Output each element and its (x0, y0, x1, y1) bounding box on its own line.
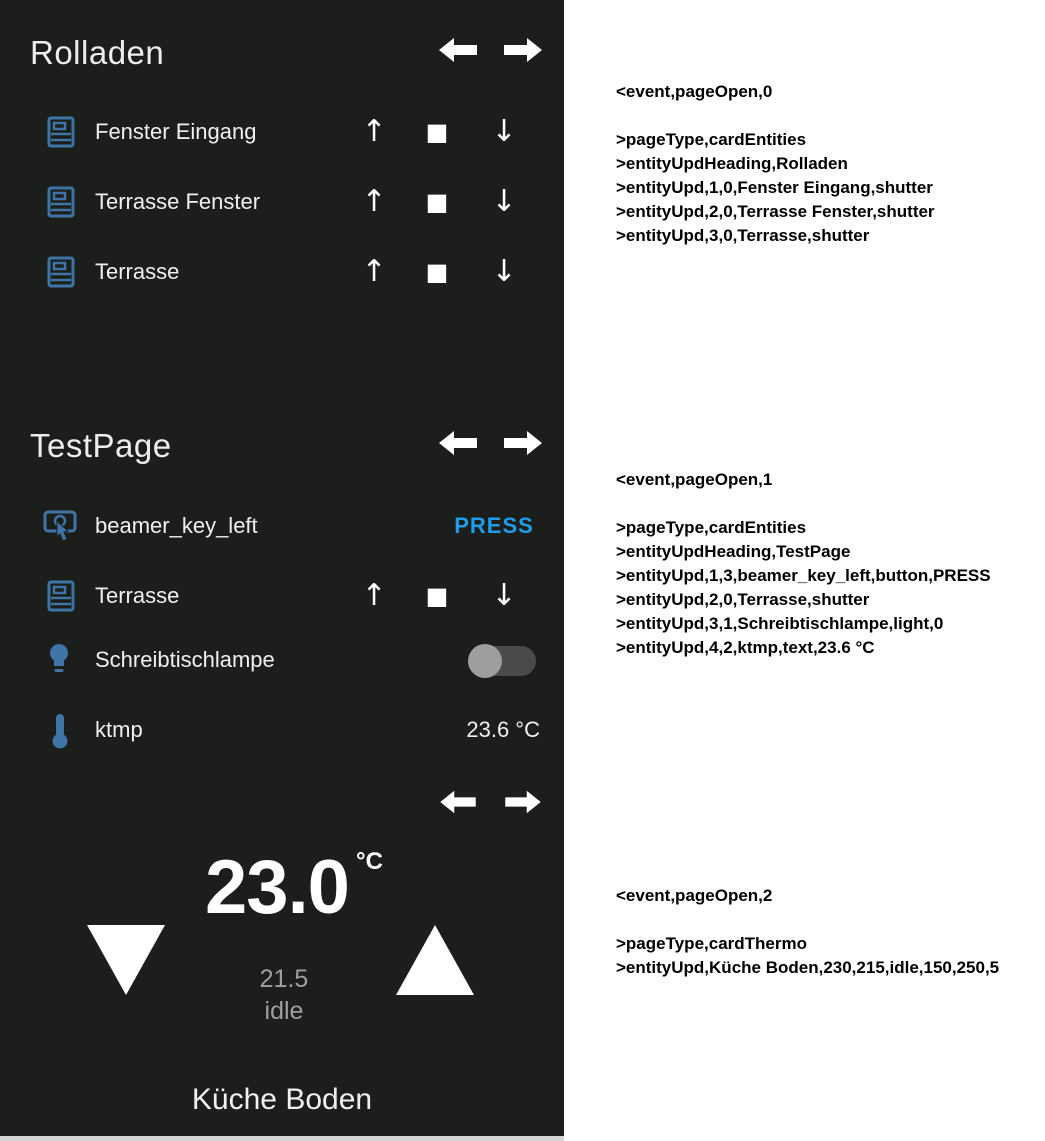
shutter-up-button[interactable]: ↑ (356, 112, 392, 152)
entity-row-terrasse-fenster (0, 182, 564, 222)
log-event-line: <event,pageOpen,2 (616, 886, 773, 905)
shutter-stop-button[interactable]: ■ (419, 182, 455, 222)
shutter-down-button[interactable]: ↓ (486, 112, 522, 152)
shutter-up-button[interactable]: ↑ (356, 252, 392, 292)
arrow-right-icon (504, 35, 542, 68)
thermometer-icon (52, 713, 68, 754)
entity-row-ktmp (0, 710, 564, 750)
log-line: >entityUpd,4,2,ktmp,text,23.6 °C (616, 638, 875, 657)
page-title-rolladen: Rolladen (30, 34, 165, 71)
log-line: >pageType,cardEntities (616, 130, 807, 149)
log-line: >entityUpd,2,0,Terrasse,shutter (616, 590, 870, 609)
log-line: >entityUpd,3,0,Terrasse,shutter (616, 226, 870, 245)
nav-next-button[interactable] (503, 35, 543, 67)
temp-up-button[interactable] (396, 925, 474, 995)
thermostat-title: Küche Boden (191, 1083, 373, 1116)
thermostat-state: idle (264, 997, 304, 1025)
log-line: >entityUpd,1,0,Fenster Eingang,shutter (616, 178, 933, 197)
log-gap (616, 104, 1041, 128)
log-gap (616, 908, 1041, 932)
entity-row-schreibtischlampe (0, 640, 564, 680)
arrow-left-icon (439, 35, 477, 68)
shutter-icon (46, 186, 76, 223)
shutter-up-button[interactable]: ↑ (356, 576, 392, 616)
entity-label: Terrasse Fenster (95, 189, 261, 214)
log-line: >entityUpd,Küche Boden,230,215,idle,150,250,5 (616, 958, 1000, 977)
nav-next-button[interactable] (503, 787, 543, 819)
gesture-tap-button-icon (42, 509, 78, 548)
shutter-down-button[interactable]: ↓ (486, 252, 522, 292)
nav-prev-button[interactable] (438, 428, 478, 460)
entity-label: beamer_key_left (95, 513, 258, 538)
shutter-stop-button[interactable]: ■ (419, 576, 455, 616)
light-toggle[interactable] (470, 646, 536, 676)
log-gap (616, 492, 1041, 516)
screenshot-bottom-edge (0, 1136, 564, 1141)
shutter-icon (46, 580, 76, 617)
arrow-right-icon (505, 788, 541, 819)
entity-row-terrasse (0, 252, 564, 292)
shutter-stop-button[interactable]: ■ (419, 252, 455, 292)
entity-label: Schreibtischlampe (95, 647, 275, 672)
log-line: >pageType,cardThermo (616, 934, 807, 953)
shutter-down-button[interactable]: ↓ (486, 576, 522, 616)
arrow-left-icon (439, 428, 477, 461)
arrow-right-icon (504, 428, 542, 461)
temp-down-button[interactable] (87, 925, 165, 995)
nav-next-button[interactable] (503, 428, 543, 460)
shutter-up-button[interactable]: ↑ (356, 182, 392, 222)
log-event-line: <event,pageOpen,1 (616, 470, 773, 489)
shutter-icon (46, 256, 76, 293)
nav-prev-button[interactable] (438, 35, 478, 67)
entity-label: Terrasse (95, 583, 180, 608)
log-event-line: <event,pageOpen,0 (616, 82, 773, 101)
log-line: >entityUpdHeading,TestPage (616, 542, 851, 561)
page-title-testpage: TestPage (30, 427, 172, 464)
entity-label: ktmp (95, 717, 143, 742)
entity-row-terrasse-2 (0, 576, 564, 616)
shutter-stop-button[interactable]: ■ (419, 112, 455, 152)
nav-prev-button[interactable] (438, 787, 478, 819)
arrow-left-icon (440, 788, 476, 819)
lightbulb-icon (48, 643, 70, 682)
entity-label: Terrasse (95, 259, 180, 284)
shutter-icon (46, 116, 76, 153)
temperature-unit: °C (356, 848, 383, 875)
log-line: >entityUpd,1,3,beamer_key_left,button,PRESS (616, 566, 991, 585)
entity-row-beamer-key-left (0, 506, 564, 546)
press-button[interactable]: PRESS (451, 506, 537, 546)
log-block-page1 (616, 468, 1041, 660)
log-block-page0 (616, 80, 1041, 248)
log-line: >pageType,cardEntities (616, 518, 807, 537)
log-line: >entityUpd,2,0,Terrasse Fenster,shutter (616, 202, 935, 221)
setpoint-temperature: 21.5 (259, 965, 309, 993)
shutter-down-button[interactable]: ↓ (486, 182, 522, 222)
sensor-value: 23.6 °C (466, 717, 540, 742)
log-line: >entityUpd,3,1,Schreibtischlampe,light,0 (616, 614, 944, 633)
entity-label: Fenster Eingang (95, 119, 257, 144)
current-temperature: 23.0 (205, 845, 349, 930)
entity-row-fenster-eingang (0, 112, 564, 152)
log-line: >entityUpdHeading,Rolladen (616, 154, 848, 173)
log-block-page2 (616, 884, 1041, 980)
toggle-knob (468, 644, 502, 678)
